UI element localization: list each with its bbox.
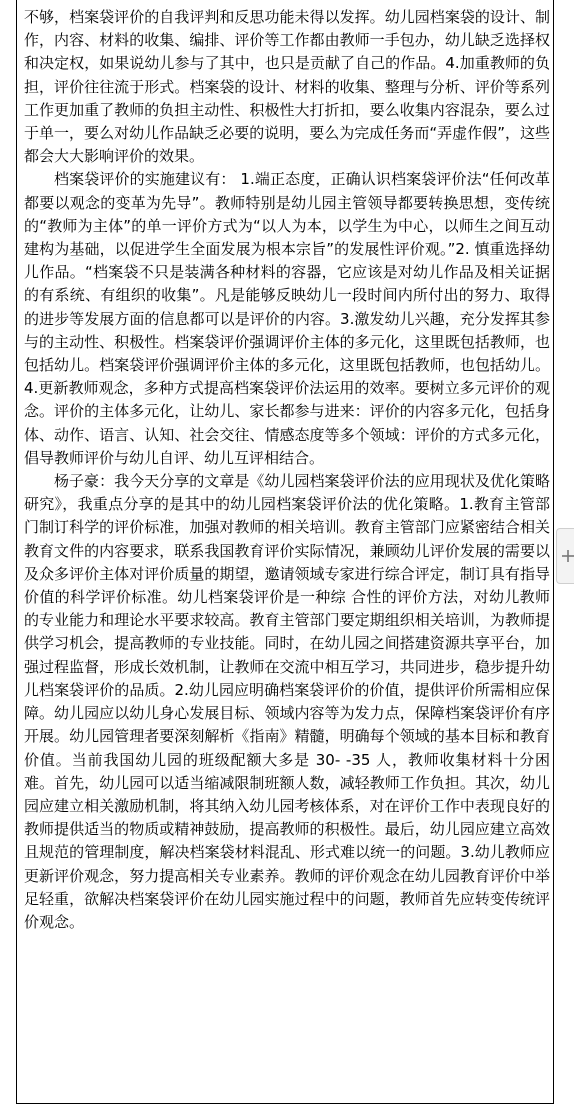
document-body [24,6,550,934]
paragraph-1: 不够，档案袋评价的自我评判和反思功能未得以发挥。幼儿园档案袋的设计、制作，内容、材料的收集、编排、评价等工作都由教师一手包办，幼儿缺乏选择权和决定权，如果说幼儿参与了其中，也只是贡献了自己的作品。4.加重教师的负担，评价往往流于形式。档案袋的设计、材料的收集、整理与分析、评价等系列工作更加重了教师的负担主动性、积极性大打折扣，要么收集内容混杂，要么过于单一，要么对幼儿作品缺乏必要的说明，要么为完成任务而“弄虚作假”，这些都会大大影响评价的效果。 [24,8,550,166]
paragraph-3: 杨子豪：我今天分享的文章是《幼儿园档案袋评价法的应用现状及优化策略研究》，我重点分享的是其中的幼儿园档案袋评价法的优化策略。1.教育主管部门制订科学的评价标准，加强对教师的相关培训。教育主管部门应紧密结合相关教育文件的内容要求，联系我国教育评价实际情况，兼顾幼儿评价发展的需要以及众多评价主体对评价质量的期望，邀请领域专家进行综合评定，制订具有指导价值的科学评价标准。幼儿档案袋评价是一种综 合性的评价方法，对幼儿教师的专业能力和理论水平要求较高。教育主管部门要定期组织相关培训，为教师提供学习机会，提高教师的专业技能。同时，在幼儿园之间搭建资源共享平台，加强过程监督，形成长效机制，让教师在交流中相互学习，共同进步，稳步提升幼儿档案袋评价的品质。2.幼儿园应明确档案袋评价的价值，提供评价所需相应保障。幼儿园应以幼儿身心发展目标、领域内容等为发力点，保障档案袋评价有序开展。幼儿园管理者要深刻解析《指南》精髓，明确每个领域的基本目标和教育价值。当前我国幼儿园的班级配额大多是 30- -35 人，教师收集材料十分困难。首先，幼儿园可以适当缩减限制班额人数，减轻教师工作负担。其次，幼儿园应建立相关激励机制，将其纳入幼儿园考核体系，对在评价工作中表现良好的教师提供适当的物质或精神鼓励，提高教师的积极性。最后，幼儿园应建立高效且规范的管理制度，解决档案袋材料混乱、形式难以统一的问题。3.幼儿教师应更新评价观念，努力提高相关专业素养。教师的评价观念在幼儿园教育评价中举足轻重，欲解决档案袋评价在幼儿园实施过程中的问题，教师首先应转变传统评价观念。 [24,472,550,931]
plus-icon [561,549,574,563]
add-button[interactable] [556,528,574,584]
paragraph-2: 档案袋评价的实施建议有： 1.端正态度，正确认识档案袋评价法“任何改革都要以观念的变革为先导”。教师特别是幼儿园主管领导都要转换思想，变传统的“教师为主体”的单一评价方式为“以人为本，以学生为中心，以师生之间互动建构为基础，以促进学生全面发展为根本宗旨”的发展性评价观。”2. 慎重选择幼儿作品。“档案袋不只是装满各种材料的容器，它应该是对幼儿作品及相关证据的有系统、有组织的收集”。凡是能够反映幼儿一段时间内所付出的努力、取得的进步等发展方面的信息都可以是评价的内容。3.激发幼儿兴趣，充分发挥其参与的主动性、积极性。档案袋评价强调评价主体的多元化，这里既包括教师，也包括幼儿。档案袋评价强调评价主体的多元化，这里既包括教师，也包括幼儿。4.更新教师观念，多种方式提高档案袋评价法运用的效率。要树立多元评价的观念。评价的主体多元化，让幼儿、家长都参与进来：评价的内容多元化，包括身体、动作、语言、认知、社会交往、情感态度等多个领域：评价的方式多元化，倡导教师评价与幼儿自评、幼儿互评相结合。 [24,170,550,467]
